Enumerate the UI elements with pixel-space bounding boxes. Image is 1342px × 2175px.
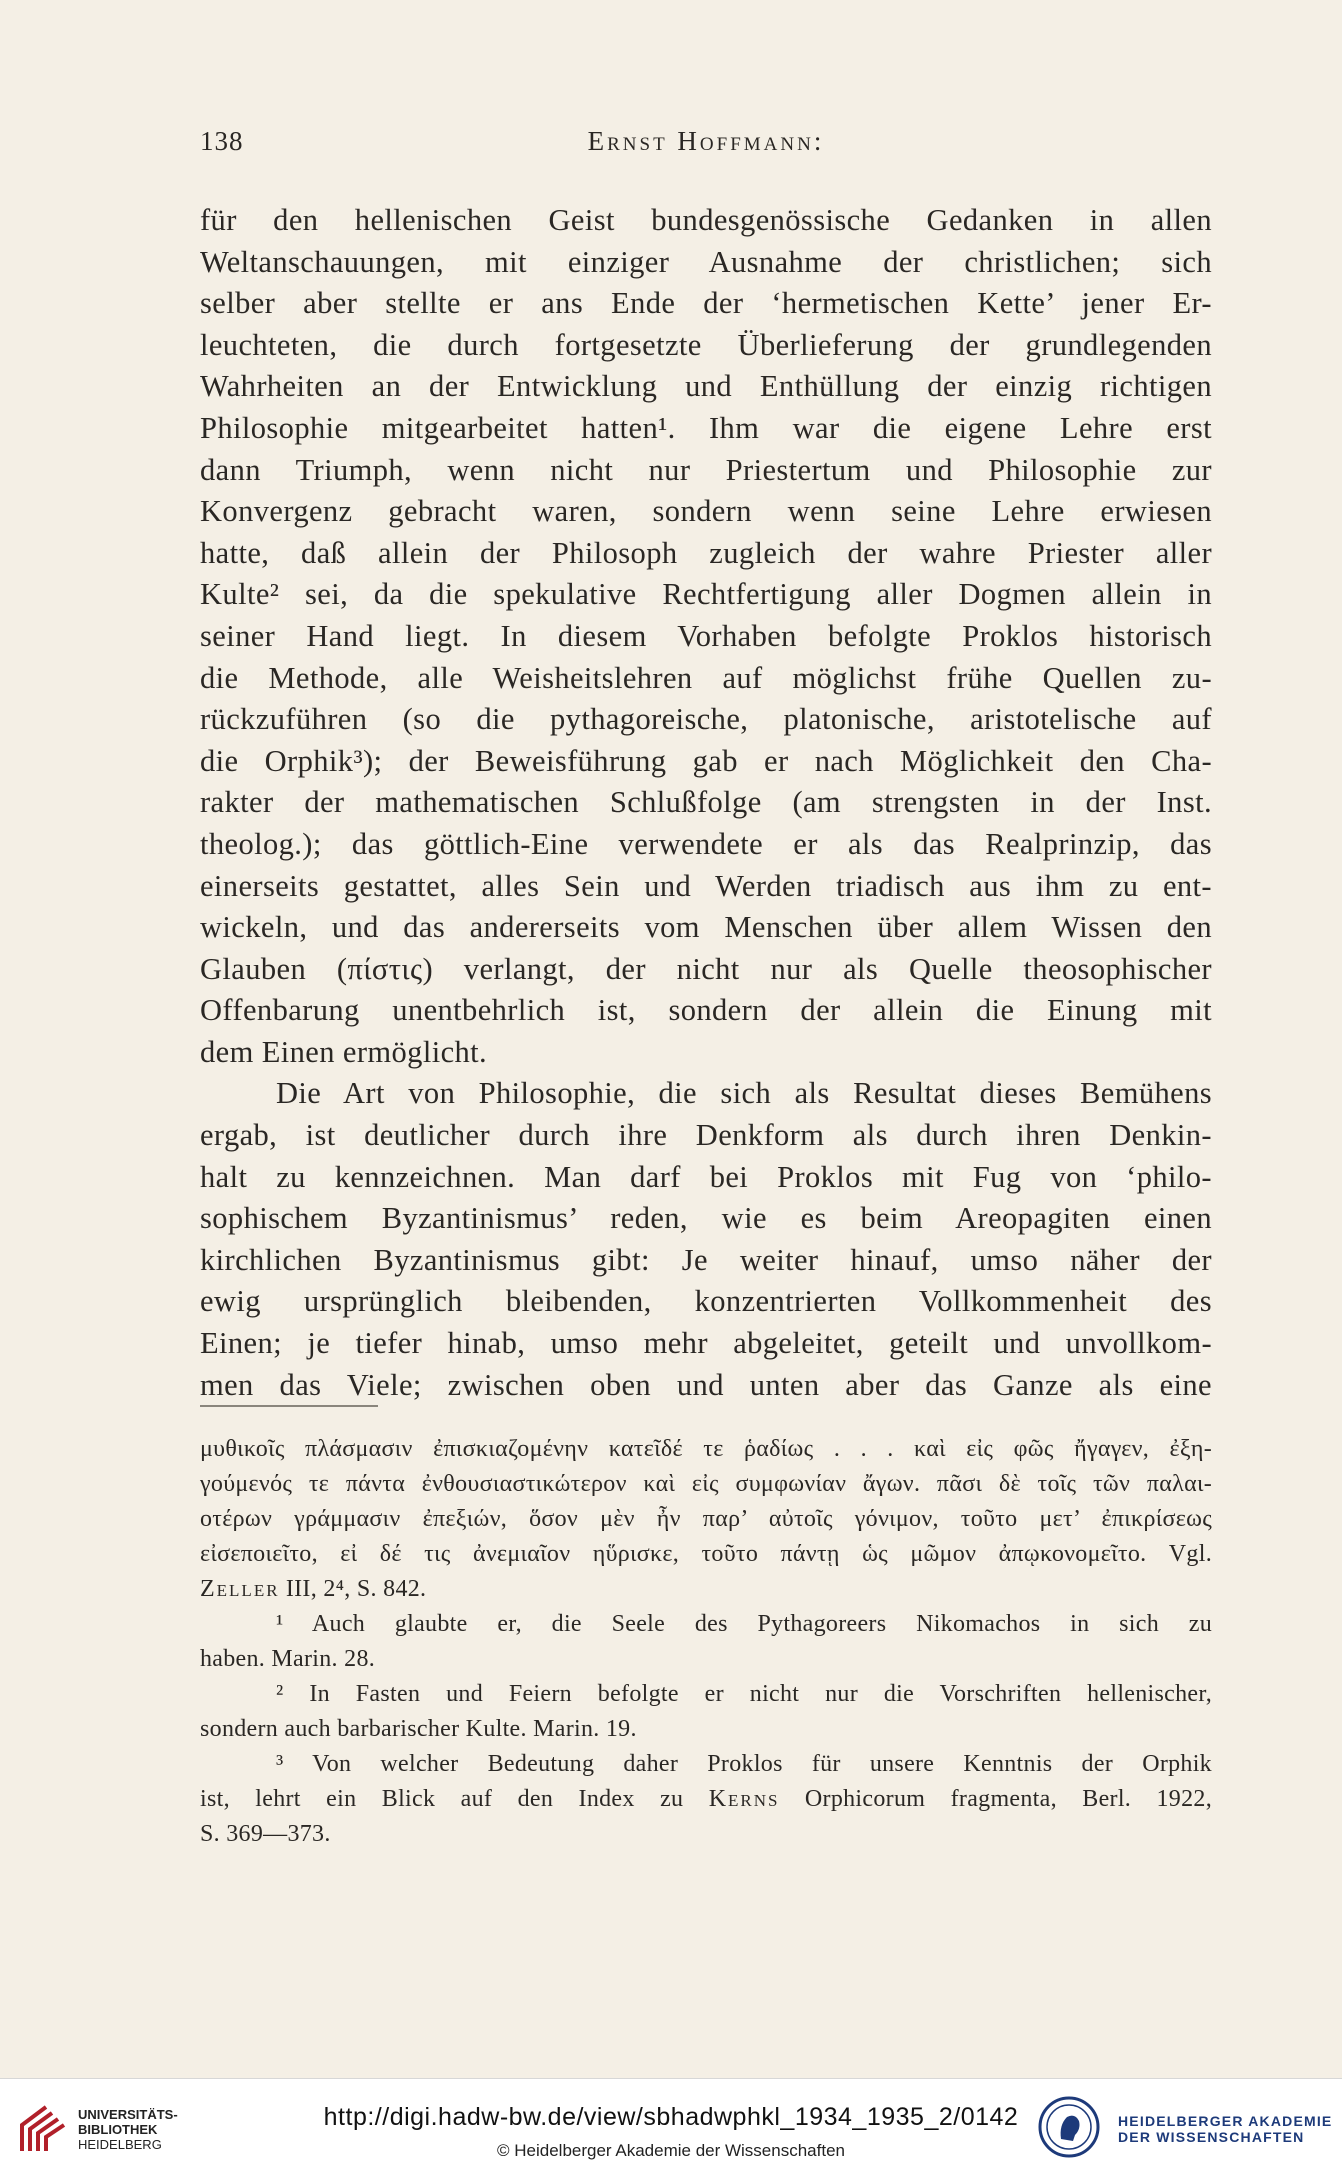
text-line: Konvergenz gebracht waren, sondern wenn seine Lehre erwiesen [200,494,1212,529]
library-line: HEIDELBERG [78,2137,162,2152]
text-line: für den hellenischen Geist bundesgenössische Gedanken in allen [200,203,1212,237]
permalink-url[interactable]: http://digi.hadw-bw.de/view/sbhadwphkl_1934_1935_2/0142 [323,2103,1019,2131]
page-number: 138 [200,126,244,156]
text-line: Weltanschauungen, mit einziger Ausnahme der christlichen; sich [200,244,1212,279]
text-line: Die Art von Philosophie, die sich als Resultat dieses Bemühens [276,1076,1212,1111]
text-line: die Methode, alle Weisheitslehren auf möglichst frühe Quellen zu- [200,660,1212,695]
text-line: rakter der mathematischen Schlußfolge (am strengsten in der Inst. [200,785,1212,820]
greek-footnote-line: οτέρων γράμμασιν ἐπεξιών, ὅσον μὲν ἦν παρ’ αὐτοῖς γόνιμον, τοῦτο μετ’ ἐπικρίσεως [200,1506,1212,1532]
text-line: men das Viele; zwischen oben und unten aber das Ganze als eine [200,1367,1212,1402]
reference-detail: III, 2⁴, S. 842. [279,1576,427,1602]
text-line: Offenbarung unentbehrlich ist, sondern der allein die Einung mit [200,993,1212,1028]
text-line: dann Triumph, wenn nicht nur Priestertum und Philosophie zur [200,452,1212,487]
library-line: BIBLIOTHEK [78,2122,158,2137]
footnote-1-cont: haben. Marin. 28. [200,1646,376,1672]
text-line: Kulte² sei, da die spekulative Rechtfertigung aller Dogmen allein in [200,577,1212,612]
text-line: wickeln, und das andererseits vom Menschen über allem Wissen den [200,910,1212,945]
footnote-3-text: Orphicorum fragmenta, Berl. 1922, [779,1786,1212,1812]
text-line: die Orphik³); der Beweisführung gab er nach Möglichkeit den Cha- [200,743,1212,778]
text-line: rückzuführen (so die pythagoreische, platonische, aristotelische auf [200,702,1212,737]
main-text [200,200,1212,1406]
text-line: halt zu kennzeichnen. Man darf bei Proklos mit Fug von ‘philo- [200,1159,1212,1194]
footnote-3-text: ist, lehrt ein Blick auf den Index zu [200,1786,709,1812]
text-line: leuchteten, die durch fortgesetzte Überlieferung der grundlegenden [200,327,1212,362]
text-line: Philosophie mitgearbeitet hatten¹. Ihm war die eigene Lehre erst [200,410,1212,445]
greek-footnote-line: μυθικοῖς πλάσμασιν ἐπισκιαζομένην κατεῖδέ τε ῥαδίως . . . καὶ εἰς φῶς ἤγαγεν, ἐξη- [200,1436,1212,1462]
footnote-3: ³ Von welcher Bedeutung daher Proklos für unsere Kenntnis der Orphik [276,1751,1212,1777]
text-line: einerseits gestattet, alles Sein und Werden triadisch aus ihm zu ent- [200,868,1212,903]
footnotes [200,1432,1212,1852]
academy-line: DER WISSENSCHAFTEN [1118,2129,1305,2145]
academy-line: HEIDELBERGER AKADEMIE [1118,2113,1333,2129]
author-name: Zeller [200,1576,280,1602]
text-line: dem Einen ermöglicht. [200,1034,488,1069]
page-header [200,126,1212,166]
footnote-3-cont [200,1782,1212,1817]
text-line: Wahrheiten an der Entwicklung und Enthüllung der einzig richtigen [200,369,1212,404]
footnote-2-cont: sondern auch barbarischer Kulte. Marin. 19. [200,1716,637,1742]
copyright-notice: © Heidelberger Akademie der Wissenschaften [497,2141,845,2160]
library-line: UNIVERSITÄTS- [78,2107,178,2122]
text-line: ewig ursprünglich bleibenden, konzentrierten Vollkommenheit des [200,1284,1212,1319]
text-line: selber aber stellte er ans Ende der ‘hermetischen Kette’ jener Er- [200,286,1212,321]
academy-name [1118,2113,1332,2145]
academy-seal-icon[interactable] [1037,2095,1101,2159]
text-line: ergab, ist deutlicher durch ihre Denkform als durch ihren Denkin- [200,1118,1212,1153]
greek-footnote-line: γούμενός τε πάντα ἐνθουσιαστικώτερον καὶ εἰς συμφωνίαν ἄγων. πᾶσι δὲ τοῖς τῶν παλαι- [200,1471,1212,1497]
digitization-footer [0,2078,1342,2175]
author-name: Kerns [708,1786,780,1812]
text-line: sophischem Byzantinismus’ reden, wie es beim Areopagiten einen [200,1201,1212,1236]
text-line: Einen; je tiefer hinab, umso mehr abgeleitet, geteilt und unvollkom- [200,1326,1212,1361]
text-line: theolog.); das göttlich-Eine verwendete er als das Realprinzip, das [200,826,1212,861]
footnote-3-end: S. 369—373. [200,1821,331,1847]
text-line: Glauben (πίστις) verlangt, der nicht nur als Quelle theosophischer [200,951,1212,986]
footnote-divider [200,1405,378,1407]
text-line: hatte, daß allein der Philosoph zugleich der wahre Priester aller [200,535,1212,570]
running-title: Ernst Hoffmann: [587,126,825,156]
footnote-1: ¹ Auch glaubte er, die Seele des Pythagoreers Nikomachos in sich zu [276,1611,1212,1637]
text-line: seiner Hand liegt. In diesem Vorhaben befolgte Proklos historisch [200,618,1212,653]
greek-footnote-line: εἰσεποιεῖτο, εἰ δέ τις ἀνεμιαῖον ηὕρισκε, τοῦτο πάντῃ ὡς μῶμον ἀπῳκονομεῖτο. Vgl. [200,1541,1212,1567]
zeller-reference [200,1572,1212,1607]
text-line: kirchlichen Byzantinismus gibt: Je weiter hinauf, umso näher der [200,1242,1212,1277]
footnote-2: ² In Fasten und Feiern befolgte er nicht nur die Vorschriften hellenischer, [276,1681,1212,1707]
